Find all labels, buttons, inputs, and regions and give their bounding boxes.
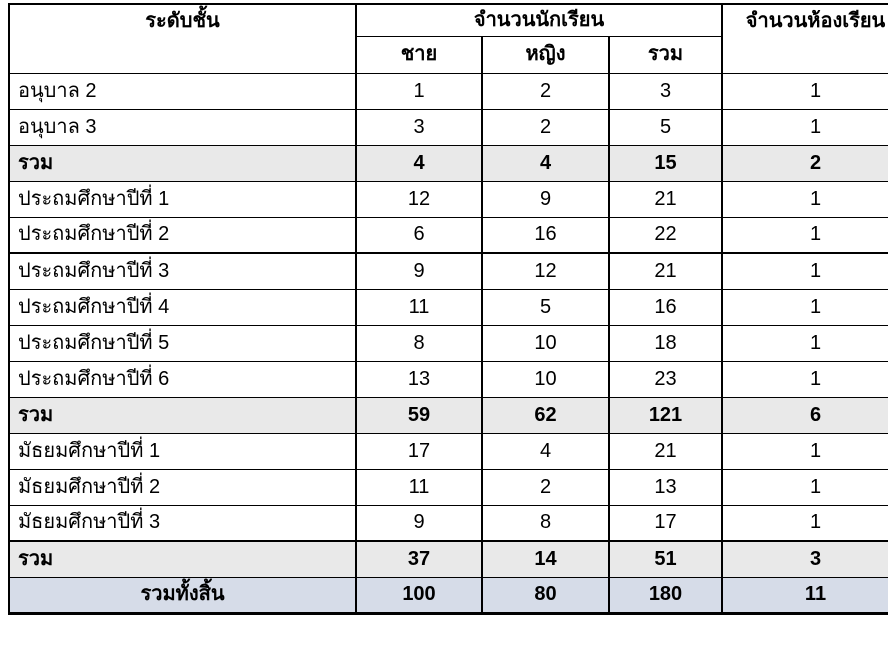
header-grade-level: ระดับชั้น [9,4,356,73]
cell-female: 5 [482,289,609,325]
subtotal-row-kindergarten [9,145,888,181]
table-row [9,217,888,253]
cell-male: 3 [356,109,482,145]
cell-female: 80 [482,577,609,613]
enrollment-table [8,3,888,615]
cell-male: 8 [356,325,482,361]
cell-classrooms: 2 [722,145,888,181]
table-row [9,325,888,361]
cell-male: 11 [356,469,482,505]
cell-female: 4 [482,433,609,469]
cell-male: 17 [356,433,482,469]
header-row-top [9,4,888,36]
cell-grade-level: ประถมศึกษาปีที่ 3 [9,253,356,289]
cell-female: 2 [482,73,609,109]
cell-total: 121 [609,397,722,433]
cell-female: 16 [482,217,609,253]
cell-classrooms: 1 [722,289,888,325]
cell-grade-level: มัธยมศึกษาปีที่ 3 [9,505,356,541]
cell-total: 17 [609,505,722,541]
subtotal-row-secondary [9,541,888,577]
cell-female: 4 [482,145,609,181]
cell-grade-level: ประถมศึกษาปีที่ 4 [9,289,356,325]
cell-classrooms: 1 [722,217,888,253]
cell-female: 10 [482,325,609,361]
cell-classrooms: 11 [722,577,888,613]
cell-male: 1 [356,73,482,109]
cell-male: 6 [356,217,482,253]
cell-total: 21 [609,181,722,217]
table-row [9,505,888,541]
cell-female: 12 [482,253,609,289]
cell-grade-level: รวมทั้งสิ้น [9,577,356,613]
cell-female: 2 [482,109,609,145]
table-row [9,73,888,109]
table-row [9,361,888,397]
cell-grade-level: ประถมศึกษาปีที่ 6 [9,361,356,397]
cell-male: 4 [356,145,482,181]
cell-total: 18 [609,325,722,361]
grand-total-row [9,577,888,613]
cell-grade-level: อนุบาล 2 [9,73,356,109]
cell-grade-level: มัธยมศึกษาปีที่ 2 [9,469,356,505]
cell-total: 51 [609,541,722,577]
cell-male: 11 [356,289,482,325]
cell-female: 62 [482,397,609,433]
cell-grade-level: อนุบาล 3 [9,109,356,145]
cell-classrooms: 1 [722,361,888,397]
cell-female: 2 [482,469,609,505]
cell-classrooms: 1 [722,433,888,469]
cell-total: 21 [609,253,722,289]
cell-male: 12 [356,181,482,217]
cell-grade-level: ประถมศึกษาปีที่ 2 [9,217,356,253]
cell-classrooms: 1 [722,469,888,505]
table-row [9,253,888,289]
cell-male: 59 [356,397,482,433]
cell-total: 21 [609,433,722,469]
cell-female: 8 [482,505,609,541]
header-male: ชาย [356,36,482,73]
cell-total: 16 [609,289,722,325]
cell-grade-level: รวม [9,541,356,577]
cell-classrooms: 1 [722,325,888,361]
cell-total: 13 [609,469,722,505]
header-classroom-count: จำนวนห้องเรียน [722,4,888,73]
cell-male: 9 [356,505,482,541]
cell-total: 23 [609,361,722,397]
cell-total: 180 [609,577,722,613]
table-row [9,433,888,469]
table-row [9,109,888,145]
cell-total: 15 [609,145,722,181]
cell-classrooms: 1 [722,253,888,289]
cell-total: 22 [609,217,722,253]
cell-total: 5 [609,109,722,145]
cell-grade-level: รวม [9,397,356,433]
header-total: รวม [609,36,722,73]
cell-grade-level: ประถมศึกษาปีที่ 1 [9,181,356,217]
cell-classrooms: 1 [722,181,888,217]
header-student-count: จำนวนนักเรียน [356,4,722,36]
subtotal-row-primary [9,397,888,433]
table-row [9,469,888,505]
table-row [9,289,888,325]
cell-female: 14 [482,541,609,577]
cell-grade-level: รวม [9,145,356,181]
cell-classrooms: 1 [722,109,888,145]
cell-female: 9 [482,181,609,217]
header-female: หญิง [482,36,609,73]
cell-classrooms: 3 [722,541,888,577]
cell-grade-level: ประถมศึกษาปีที่ 5 [9,325,356,361]
cell-male: 100 [356,577,482,613]
cell-male: 9 [356,253,482,289]
cell-classrooms: 6 [722,397,888,433]
cell-total: 3 [609,73,722,109]
cell-classrooms: 1 [722,505,888,541]
table-row [9,181,888,217]
cell-male: 37 [356,541,482,577]
cell-female: 10 [482,361,609,397]
cell-grade-level: มัธยมศึกษาปีที่ 1 [9,433,356,469]
cell-male: 13 [356,361,482,397]
cell-classrooms: 1 [722,73,888,109]
